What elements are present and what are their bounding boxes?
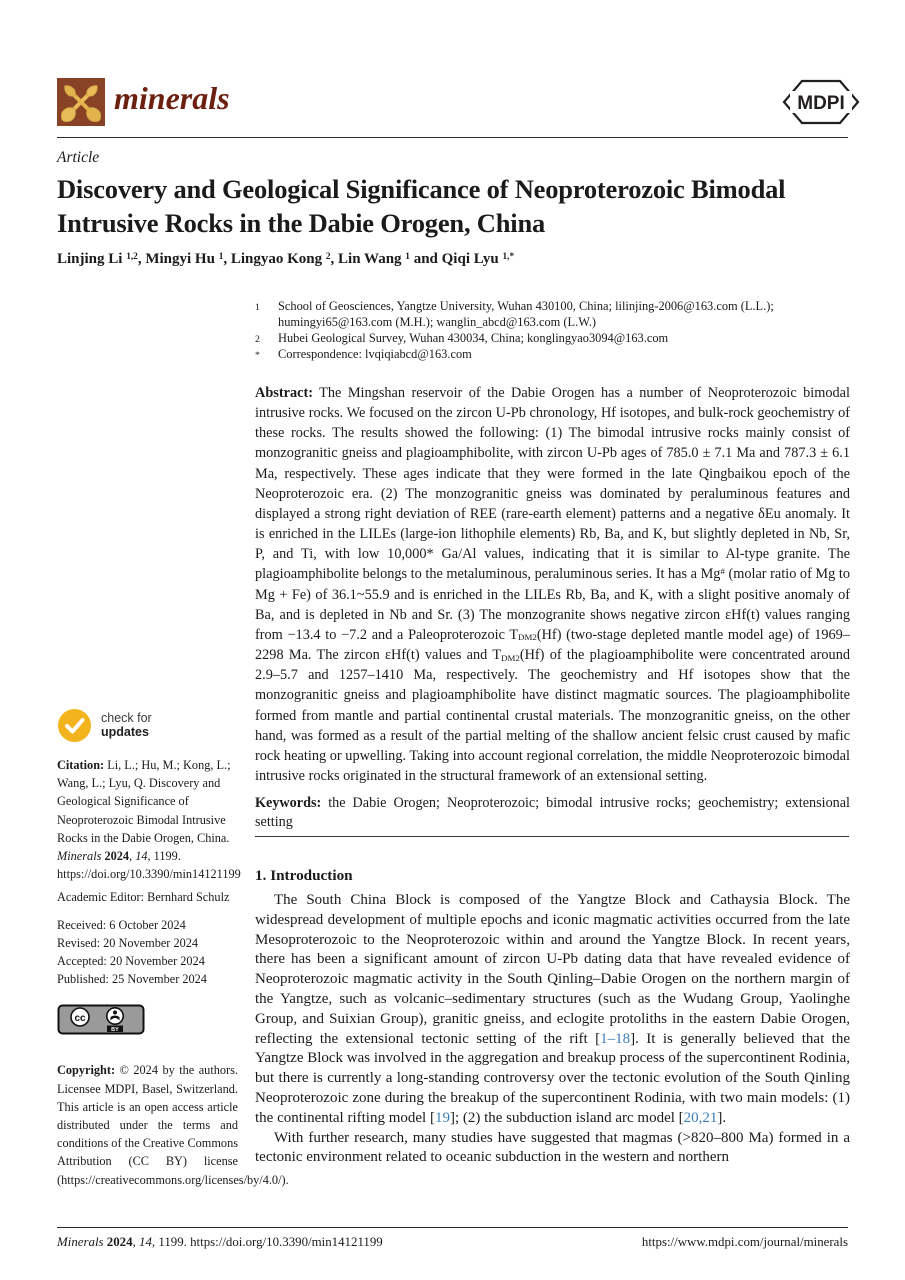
footer-citation-doi[interactable]: Minerals 2024, 14, 1199. https://doi.org/10.3390/min14121199 bbox=[57, 1235, 383, 1249]
received-date: Received: 6 October 2024 bbox=[57, 917, 186, 932]
affiliation-row bbox=[255, 299, 851, 331]
page-title: Discovery and Geological Significance of Neoproterozoic Bimodal Intrusive Rocks in the Dabie Orogen, China bbox=[57, 174, 786, 238]
svg-text:MDPI: MDPI bbox=[797, 93, 845, 114]
sidebar bbox=[57, 708, 289, 1189]
reference-link[interactable]: 19 bbox=[434, 1109, 450, 1126]
revised-date: Revised: 20 November 2024 bbox=[57, 935, 199, 950]
mdpi-logo-icon bbox=[781, 76, 861, 128]
affiliation-row bbox=[255, 347, 851, 363]
header-divider bbox=[57, 137, 848, 138]
affiliations-block bbox=[255, 299, 851, 363]
article-type-label: Article bbox=[57, 149, 100, 166]
keywords-line: Keywords: the Dabie Orogen; Neoproterozoic; bimodal intrusive rocks; geochemistry; extensional setting bbox=[255, 795, 850, 830]
affiliation-text: Hubei Geological Survey, Wuhan 430034, China; konglingyao3094@163.com bbox=[278, 330, 669, 345]
footer-journal-url-link[interactable]: https://www.mdpi.com/journal/minerals bbox=[641, 1235, 848, 1249]
affiliation-marker: 1 bbox=[255, 302, 260, 313]
reference-link[interactable]: 20,21 bbox=[683, 1109, 718, 1126]
abstract-paragraph: Abstract: The Mingshan reservoir of the Dabie Orogen has a number of Neoproterozoic bimodal intrusive rocks. We focused on the zircon U-Pb chronology, Hf isotopes, and bulk-rock geochemistry of these rocks. The results showed the following: (1) The bimodal intrusive rocks mainly consist of monzogranitic gneiss and plagioamphibolite, with zircon U-Pb ages of 785.0 ± 7.1 Ma and 787.3 ± 6.1 Ma, respectively. These ages indicate that they were formed in the late Qingbaikou epoch of the Neoproterozoic era. (2) The monzogranitic gneiss was dominated by peraluminous features and displayed a strong right deviation of REE (rare-earth element) patterns and a negative δEu anomaly. It is enriched in the LILEs (large-ion lithophile elements) Rb, Ba, and K, but slightly depleted in Nb, Sr, P, and Ti, with low 10,000* Ga/Al values, indicating that it is similar to Al-type granite. The plagioamphibolite belongs to the metaluminous, peraluminous series. It has a Mg# (molar ratio of Mg to Mg + Fe) of 36.1~55.9 and is enriched in the LILEs Rb, Ba, and K, with a slight positive anomaly of Ba, and is depleted in Nb and Sr. (3) The monzogranite shows negative zircon εHf(t) values ranging from −13.4 to −7.2 and a Paleoproterozoic $T_{DM2}(Hf)$ (two-stage depleted mantle model age) of 1969–2298 Ma. The zircon εHf(t) values and $T_{DM2}(Hf)$ of the plagioamphibolite were concentrated around 2.9–5.7 and 1257–1410 Ma, respectively. The geochemistry and Hf isotopes show that the monzogranitic gneiss and plagioamphibolite have distinct magmatic sources. The plagioamphibolite formed from mantle and partial continental crustal materials. The monzogranitic gneiss, on the other hand, was formed as a result of the partial melting of the shallow ancient felsic crust caused by mafic rock heating or upwelling. Taking into account regional correlation, the middle Neoproterozoic bimodal intrusive rocks originated in the structural framework of an extensional setting. bbox=[255, 385, 850, 784]
abstract-divider bbox=[255, 836, 849, 837]
affiliation-marker: 2 bbox=[255, 333, 260, 345]
affiliation-marker: * bbox=[255, 349, 260, 361]
svg-text:cc: cc bbox=[74, 1013, 86, 1025]
copyright-block: Copyright: © 2024 by the authors. Licensee MDPI, Basel, Switzerland. This article is an open access article distributed under the terms and conditions of the Creative Commons Attribution (CC BY) license (https://creativecommons.org/licenses/by/4.0/). bbox=[57, 1063, 289, 1187]
journal-name: minerals bbox=[114, 80, 230, 116]
published-date: Published: 25 November 2024 bbox=[57, 972, 207, 987]
academic-editor-line: Academic Editor: Bernhard Schulz bbox=[57, 890, 230, 905]
affiliation-row bbox=[255, 331, 851, 347]
footer-divider bbox=[57, 1227, 848, 1228]
introduction-body bbox=[255, 891, 850, 1168]
accepted-date: Accepted: 20 November 2024 bbox=[57, 954, 205, 969]
affiliation-text: School of Geosciences, Yangtze University, Wuhan 430100, China; lilinjing-2006@163.com (L.L.); humingyi65@163.com (M.H.); wanglin_abcd@163.com (L.W.) bbox=[278, 299, 774, 329]
reference-link[interactable]: 1–18 bbox=[600, 1030, 631, 1047]
check-for-updates-icon bbox=[57, 708, 92, 743]
cc-by-label: BY bbox=[111, 1027, 119, 1034]
authors-line: Linjing Li $^{1,2}$, Mingyi Hu $^1$, Lingyao Kong $^2$, Lin Wang $^1$ and Qiqi Lyu $^{1,*}$ bbox=[57, 251, 515, 267]
citation-block: Citation: Li, L.; Hu, M.; Kong, L.; Wang, L.; Lyu, Q. Discovery and Geological Significance of Neoproterozoic Bimodal Intrusive Rocks in the Dabie Orogen, China. Minerals 2024, 14, 1199. https://doi.org/10.3390/min14121199 bbox=[57, 758, 241, 882]
intro-paragraph-1: The South China Block is composed of the Yangtze Block and Cathaysia Block. The widespread development of multiple epochs and iconic magmatic activities occurred from the late Mesoproterozoic to the Neoproterozoic within and around the Yangtze Block. In recent years, there has been a significant amount of zircon U-Pb dating data that have revealed evidence of Neoproterozoic magmatic activity in the South Qinling–Dabie Orogen on the northern margin of the Yangtze, such as volcanic–sedimentary structures (such as the Wudang Group, Yaolinghe Group, and Suixian Group), granitic gneiss, and eclogite protoliths in the eastern Dabie Orogen, reflecting the extensional tectonic setting of the rift [1–18]. It is generally believed that the Yangtze Block was involved in the aggregation and breakup process of the supercontinent Rodinia, but there is currently a long-standing controversy over the tectonic evolution of the South Qinling Neoproterozoic zone during the breakup of the supercontinent Rodinia, with two main models: (1) the continental rifting model [19]; (2) the subduction island arc model [20,21]. bbox=[255, 892, 851, 1126]
affiliation-text: Correspondence: lvqiqiabcd@163.com bbox=[278, 346, 472, 361]
check-for-updates-button[interactable] bbox=[57, 708, 238, 743]
check-for-updates-label-line1: check for bbox=[101, 711, 152, 725]
minerals-journal-logo-icon bbox=[57, 78, 105, 126]
footer bbox=[57, 1235, 848, 1250]
section-heading-introduction: 1. Introduction bbox=[255, 867, 353, 884]
check-for-updates-label-line2: updates bbox=[101, 724, 149, 739]
cc-by-license-badge[interactable] bbox=[57, 1004, 145, 1035]
intro-paragraph-2: With further research, many studies have suggested that magmas (>820–800 Ma) formed in a tectonic environment related to oceanic subduction in the western and northern bbox=[255, 1129, 850, 1166]
